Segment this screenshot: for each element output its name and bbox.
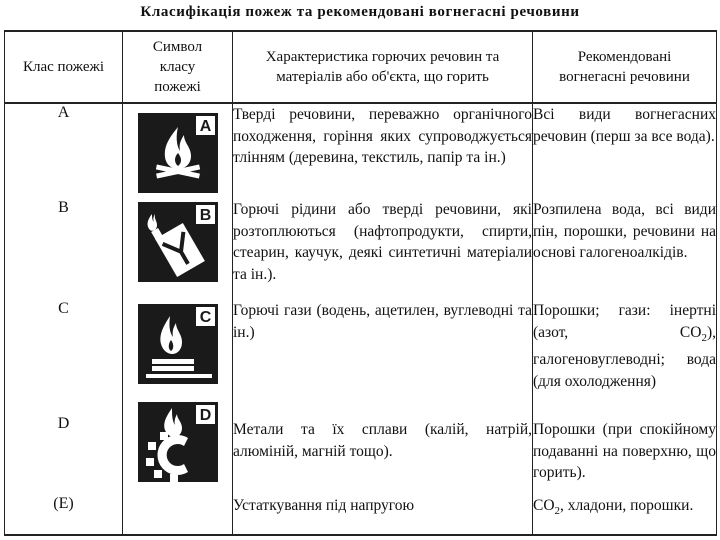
class-c-symbol [138, 304, 218, 384]
fire-class-table [4, 30, 717, 536]
agents-cell [533, 300, 717, 395]
agents-cell: Розпилена вода, всі види пін, порошки, речовини на основі галогеноалкідів. [533, 199, 717, 300]
class-cell: A [5, 103, 123, 199]
symbol-letter: A [199, 118, 211, 135]
agents-cell: Всі види вогнегасних речовин (перш за все вода). [533, 103, 717, 199]
agents-cell [533, 491, 717, 535]
description-cell: Тверді речовини, переважно органічного походження, горіння яких супроводжується тлінням (деревина, текстиль, папір та ін.) [233, 103, 533, 199]
table-row [5, 395, 717, 491]
agents-text: Порошки; гази: інертні (азот, CO [533, 302, 716, 341]
symbol-letter: B [199, 207, 211, 224]
agents-text: ), галогеновуглеводні; вода (для охолодження) [533, 323, 716, 390]
table-row [5, 300, 717, 395]
header-agents: Рекомендовані вогнегасні речовини [533, 31, 717, 103]
table-row [5, 199, 717, 300]
class-cell: B [5, 199, 123, 300]
description-cell: Горючі рідини або тверді речовини, які розтоплюються (нафтопродукти, спирти, стеарин, каучук, деякі синтетичні матеріали та ін.). [233, 199, 533, 300]
class-d-symbol [138, 402, 218, 482]
description-cell: Метали та їх сплави (калій, натрій, алюміній, магній тощо). [233, 395, 533, 491]
fuel-canister-flame-icon [138, 202, 218, 282]
class-a-symbol [138, 113, 218, 193]
page-title: Класифікація пожеж та рекомендовані вогнегасні речовини [140, 4, 580, 20]
class-cell: D [5, 395, 123, 491]
subscript: 2 [701, 331, 707, 344]
header-class: Клас пожежі [5, 31, 123, 103]
class-cell: (E) [5, 491, 123, 535]
agents-text: , хладони, порошки. [560, 497, 694, 514]
description-cell: Устаткування під напругою [233, 491, 533, 535]
agents-cell: Порошки (при спокійному подаванні на поверхню, що горить). [533, 395, 717, 491]
symbol-letter: D [199, 407, 211, 424]
header-description: Характеристика горючих речовин та матеріалів або об'єкта, що горить [233, 31, 533, 103]
symbol-letter: C [199, 309, 211, 326]
agents-text: CO [533, 497, 555, 514]
gas-burner-flame-icon [138, 304, 218, 384]
class-cell: C [5, 300, 123, 395]
flame-burning-wood-icon [138, 113, 218, 193]
table-row [5, 491, 717, 535]
table-row [5, 103, 717, 199]
header-symbol: Символ класу пожежі [123, 31, 233, 103]
metal-gear-flame-icon [138, 402, 218, 482]
subscript: 2 [554, 505, 561, 518]
class-b-symbol [138, 202, 218, 282]
table-header-row [5, 31, 717, 103]
description-cell: Горючі гази (водень, ацетилен, вуглеводні та ін.) [233, 300, 533, 395]
